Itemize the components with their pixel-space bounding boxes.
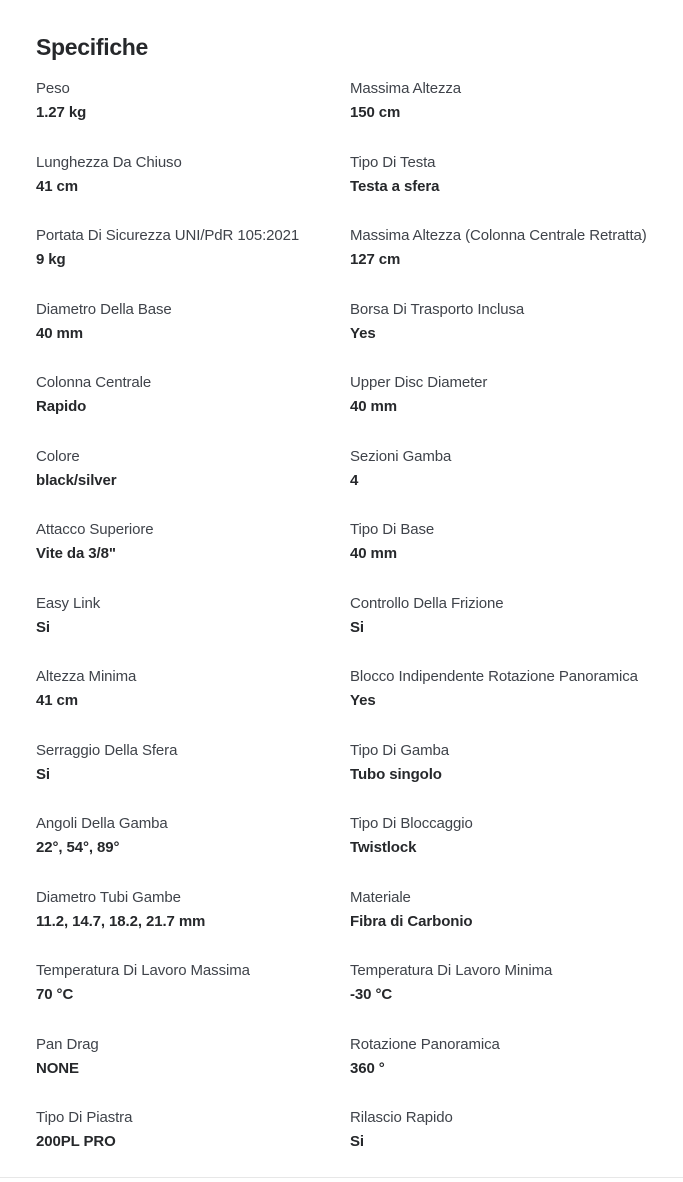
spec-label: Pan Drag (36, 1035, 99, 1053)
spec-item (350, 225, 647, 270)
spec-value: Si (36, 765, 50, 783)
spec-value: 40 mm (350, 398, 398, 415)
spec-value: Testa a sfera (350, 177, 440, 195)
spec-label: Tipo Di Base (350, 521, 435, 538)
spec-value: Yes (350, 324, 376, 342)
spec-label: Massima Altezza (350, 80, 462, 97)
spec-label: Temperatura Di Lavoro Minima (350, 962, 553, 979)
spec-value: NONE (36, 1059, 79, 1077)
spec-label: Easy Link (36, 594, 101, 612)
spec-item (36, 740, 333, 785)
section-title: Specifiche (36, 34, 149, 60)
spec-item (350, 446, 647, 491)
spec-label: Diametro Tubi Gambe (36, 888, 181, 906)
spec-label: Temperatura Di Lavoro Massima (36, 962, 250, 979)
spec-value: Tubo singolo (350, 765, 442, 783)
spec-label: Altezza Minima (36, 668, 137, 685)
spec-item (350, 887, 647, 932)
spec-item (36, 593, 333, 638)
spec-item (36, 887, 333, 932)
spec-value: Si (350, 1133, 364, 1150)
spec-value: 41 cm (36, 692, 79, 709)
spec-label: Blocco Indipendente Rotazione Panoramica (350, 668, 638, 685)
spec-item (36, 225, 333, 270)
spec-label: Serraggio Della Sfera (36, 741, 178, 759)
spec-value: 200PL PRO (36, 1133, 116, 1150)
spec-item (36, 78, 333, 123)
spec-label: Controllo Della Frizione (350, 594, 504, 612)
spec-item (350, 1034, 647, 1079)
spec-item (36, 666, 333, 711)
spec-value: Fibra di Carbonio (350, 912, 473, 930)
spec-label: Angoli Della Gamba (36, 815, 168, 832)
spec-label: Massima Altezza (Colonna Centrale Retratta) (350, 227, 647, 244)
spec-value: Si (350, 618, 364, 636)
spec-item (36, 299, 333, 344)
spec-label: Diametro Della Base (36, 300, 172, 318)
spec-item (350, 593, 647, 638)
spec-label: Peso (36, 80, 70, 97)
spec-value: 1.27 kg (36, 104, 87, 121)
spec-label: Tipo Di Bloccaggio (350, 815, 473, 832)
spec-value: 40 mm (350, 545, 398, 562)
spec-value: 150 cm (350, 104, 401, 121)
spec-item (36, 1034, 333, 1079)
spec-item (36, 813, 333, 858)
spec-item (350, 519, 647, 564)
spec-item (36, 519, 333, 564)
spec-label: Sezioni Gamba (350, 447, 452, 465)
spec-item (36, 960, 333, 1005)
spec-label: Colore (36, 447, 80, 465)
section-divider (0, 1177, 683, 1178)
spec-value: 40 mm (36, 324, 84, 342)
spec-item (350, 960, 647, 1005)
spec-item (350, 372, 647, 417)
spec-label: Tipo Di Testa (350, 153, 436, 171)
spec-label: Lunghezza Da Chiuso (36, 153, 182, 171)
spec-value: 127 cm (350, 251, 401, 268)
spec-label: Tipo Di Piastra (36, 1109, 133, 1126)
spec-item (350, 299, 647, 344)
spec-label: Rilascio Rapido (350, 1109, 453, 1126)
spec-label: Upper Disc Diameter (350, 374, 488, 391)
spec-value: -30 °C (350, 986, 393, 1003)
spec-value: 360 ° (350, 1059, 385, 1077)
spec-value: 22°, 54°, 89° (36, 839, 120, 856)
spec-value: Twistlock (350, 839, 417, 856)
spec-item (350, 78, 647, 123)
spec-item (350, 813, 647, 858)
spec-value: Yes (350, 692, 376, 709)
spec-label: Attacco Superiore (36, 521, 154, 538)
spec-item (36, 1107, 333, 1152)
spec-label: Rotazione Panoramica (350, 1035, 500, 1053)
spec-value: 11.2, 14.7, 18.2, 21.7 mm (36, 912, 206, 930)
spec-label: Borsa Di Trasporto Inclusa (350, 300, 525, 318)
spec-value: Si (36, 618, 50, 636)
spec-item (36, 372, 333, 417)
spec-value: 4 (350, 471, 359, 489)
spec-value: 41 cm (36, 177, 79, 195)
spec-item (36, 446, 333, 491)
specs-grid (36, 78, 647, 1152)
spec-label: Tipo Di Gamba (350, 741, 450, 759)
spec-label: Materiale (350, 888, 411, 906)
spec-value: Vite da 3/8" (36, 545, 116, 562)
spec-value: Rapido (36, 398, 87, 415)
spec-item (36, 152, 333, 197)
spec-value: 70 °C (36, 986, 74, 1003)
spec-item (350, 740, 647, 785)
spec-value: 9 kg (36, 251, 66, 268)
spec-value: black/silver (36, 471, 117, 489)
spec-item (350, 1107, 647, 1152)
spec-label: Portata Di Sicurezza UNI/PdR 105:2021 (36, 227, 300, 244)
spec-item (350, 666, 647, 711)
spec-item (350, 152, 647, 197)
spec-label: Colonna Centrale (36, 374, 152, 391)
